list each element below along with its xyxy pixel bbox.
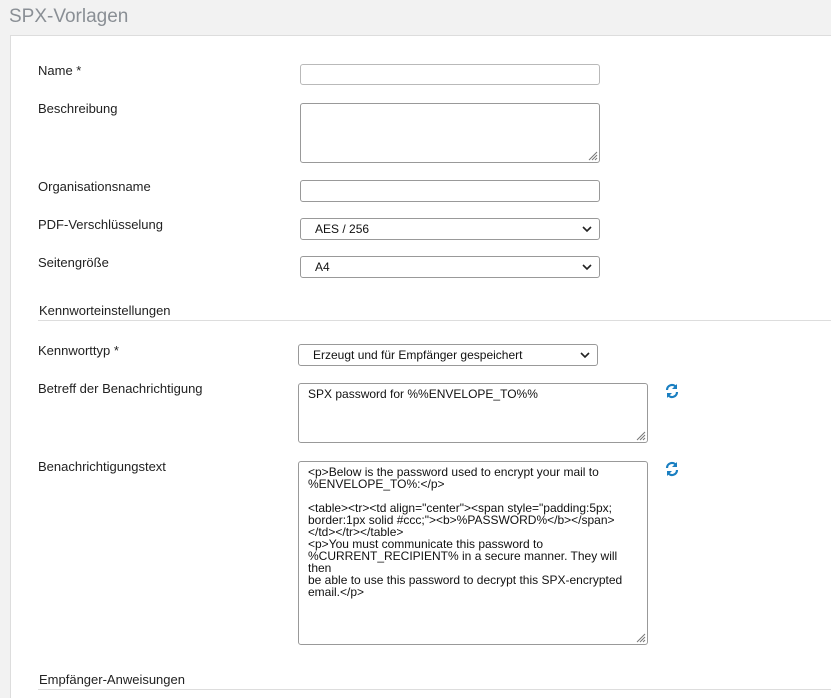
description-label: Beschreibung [38,101,118,116]
notify-text-textarea[interactable] [298,461,648,645]
recipient-instructions-heading: Empfänger-Anweisungen [39,672,185,687]
resize-grip-icon[interactable] [586,149,598,161]
notify-subject-label: Betreff der Benachrichtigung [38,381,203,396]
page-title: SPX-Vorlagen [9,6,129,27]
pdf-encryption-label: PDF-Verschlüsselung [38,217,163,232]
section-divider [38,689,831,690]
chevron-down-icon [582,262,592,272]
resize-grip-icon[interactable] [634,631,646,643]
pdf-encryption-select[interactable] [300,218,600,240]
chevron-down-icon [580,350,590,360]
chevron-down-icon [582,224,592,234]
resize-grip-icon[interactable] [634,429,646,441]
name-label: Name * [38,63,82,78]
refresh-icon[interactable] [664,461,680,477]
notify-text-label: Benachrichtigungstext [38,459,166,474]
notify-text-value: <p>Below is the password used to encrypt your mail to %ENVELOPE_TO%:</p> <table><tr><td align="center"><span style="padding:5px; border:1px solid #ccc;"><b>%PASSWORD%</b></span> </td></tr></table> <p>You must communicate this password to %CURRENT_RECIPIENT% in a secure manner. They will then be able to use this password to decrypt this SPX-encrypted email.</p> [308,465,623,599]
page-size-label: Seitengröße [38,255,109,270]
password-type-label: Kennworttyp * [38,343,119,358]
org-name-label: Organisationsname [38,179,151,194]
section-divider [38,320,831,321]
description-textarea[interactable] [300,103,600,163]
page-size-value: A4 [315,260,330,274]
password-settings-heading: Kennworteinstellungen [39,303,171,318]
password-type-select[interactable] [298,344,598,366]
refresh-icon[interactable] [664,383,680,399]
notify-subject-value: SPX password for %%ENVELOPE_TO%% [308,387,538,401]
name-input[interactable] [300,64,600,85]
password-type-value: Erzeugt und für Empfänger gespeichert [313,348,523,362]
pdf-encryption-value: AES / 256 [315,222,370,236]
notify-subject-textarea[interactable] [298,383,648,443]
page-size-select[interactable] [300,256,600,278]
org-name-input[interactable] [300,180,600,202]
